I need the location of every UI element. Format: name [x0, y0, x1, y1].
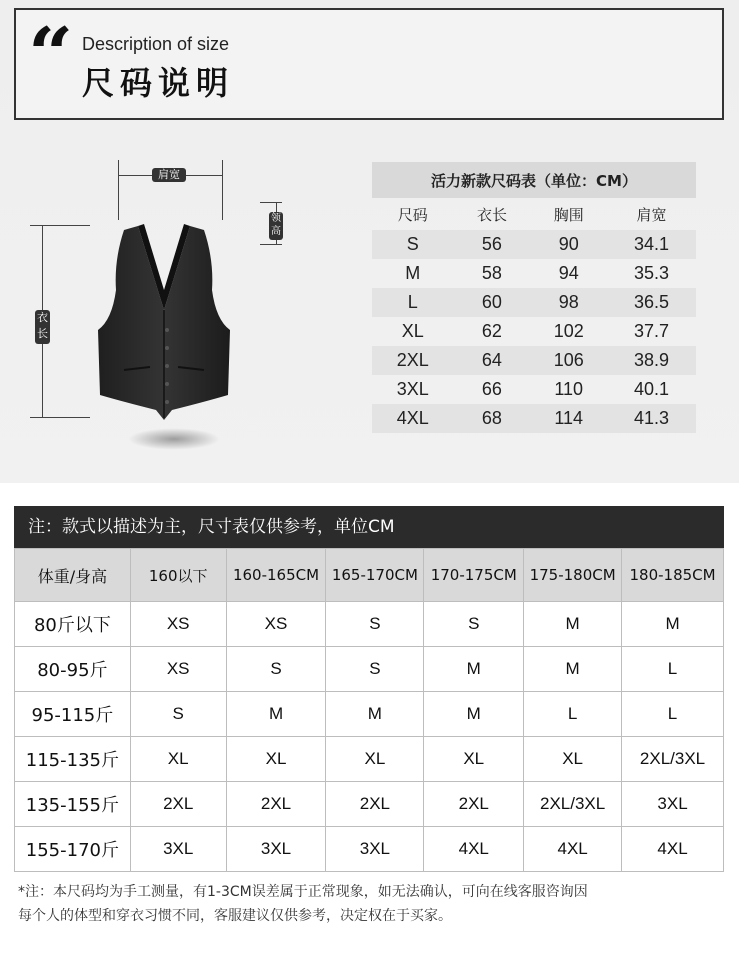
shoulder-cell: 41.3 [607, 404, 696, 433]
size-recommendation: L [524, 692, 622, 737]
length-cell: 62 [481, 321, 502, 341]
size-recommendation: 3XL [326, 827, 424, 872]
size-chart-header: 尺码 [397, 205, 428, 224]
size-recommendation: 3XL [622, 782, 724, 827]
vest-illustration [20, 150, 281, 450]
size-recommendation: M [524, 647, 622, 692]
size-cell: 2XL [372, 346, 454, 375]
chest-cell: 102 [553, 321, 584, 341]
length-cell: 66 [481, 379, 502, 399]
recommendation-row [15, 827, 724, 872]
shoulder-dimension-tick-right [222, 160, 223, 220]
height-column-header: 170-175CM [424, 549, 524, 602]
size-recommendation: L [622, 692, 724, 737]
size-recommendation: 2XL/3XL [524, 782, 622, 827]
size-recommendation: 4XL [524, 827, 622, 872]
weight-label: 155-170斤 [15, 827, 131, 872]
size-chart-header-row [372, 198, 696, 230]
size-recommendation: 2XL [326, 782, 424, 827]
length-dimension-tick-bottom [30, 417, 90, 418]
length-cell: 58 [481, 263, 502, 283]
shoulder-dimension-tick-left [118, 160, 119, 220]
size-recommendation: XS [226, 602, 326, 647]
shoulder-cell: 37.7 [634, 321, 670, 341]
length-label: 衣长 [35, 310, 50, 344]
size-recommendation: S [326, 602, 424, 647]
vest-icon [94, 220, 234, 430]
length-cell: 60 [454, 288, 531, 317]
size-recommendation: 4XL [424, 827, 524, 872]
height-column-header: 165-170CM [326, 549, 424, 602]
size-chart-title: 活力新款尺码表（单位：CM） [372, 162, 696, 198]
size-chart-table [372, 162, 696, 433]
size-recommendation: M [226, 692, 326, 737]
size-recommendation: 3XL [226, 827, 326, 872]
neck-dimension-tick-top [260, 202, 282, 203]
height-column-header: 180-185CM [622, 549, 724, 602]
weight-label: 135-155斤 [15, 782, 131, 827]
chest-cell: 110 [554, 379, 584, 399]
size-recommendation: M [622, 602, 724, 647]
size-recommendation: XL [130, 737, 226, 782]
recommendation-header-row [15, 549, 724, 602]
header-box [14, 8, 724, 120]
recommendation-row [15, 782, 724, 827]
weight-label: 80-95斤 [15, 647, 131, 692]
size-cell: 3XL [396, 379, 429, 399]
size-chart-row [372, 259, 696, 288]
chest-cell: 98 [530, 288, 607, 317]
footnote-line: *注：本尺码均为手工测量，有1-3CM误差属于正常现象，如无法确认，可向在线客服咨询因 [18, 884, 588, 900]
length-cell: 68 [454, 404, 531, 433]
size-recommendation: XS [130, 602, 226, 647]
size-recommendation: XL [424, 737, 524, 782]
chest-cell: 114 [530, 404, 607, 433]
weight-label: 95-115斤 [15, 692, 131, 737]
footnote [18, 880, 724, 928]
size-recommendation: S [424, 602, 524, 647]
size-chart-row [372, 404, 696, 433]
size-recommendation: M [424, 692, 524, 737]
size-recommendation: 3XL [130, 827, 226, 872]
weight-label: 80斤以下 [15, 602, 131, 647]
size-chart-row [372, 317, 696, 346]
header-title-en: Description of size [82, 34, 230, 54]
size-recommendation: 2XL [130, 782, 226, 827]
shoulder-cell: 34.1 [607, 230, 696, 259]
size-recommendation: M [424, 647, 524, 692]
length-cell: 56 [454, 230, 531, 259]
shoulder-cell: 38.9 [607, 346, 696, 375]
chest-cell: 94 [558, 263, 579, 283]
size-recommendation: XL [326, 737, 424, 782]
height-column-header: 160-165CM [226, 549, 326, 602]
size-cell: L [372, 288, 454, 317]
shoulder-label: 肩宽 [152, 168, 186, 182]
size-chart-row [372, 375, 696, 404]
weight-label: 115-135斤 [15, 737, 131, 782]
size-chart-row [372, 230, 696, 259]
quote-mark-icon: “ [27, 11, 74, 96]
vest-shadow [128, 428, 220, 450]
size-recommendation: 2XL/3XL [622, 737, 724, 782]
size-cell: M [405, 263, 421, 283]
size-recommendation: XS [130, 647, 226, 692]
height-column-header: 175-180CM [524, 549, 622, 602]
recommendation-row [15, 737, 724, 782]
size-recommendation: 2XL [424, 782, 524, 827]
size-chart-header: 肩宽 [636, 205, 667, 224]
length-cell: 64 [454, 346, 531, 375]
size-recommendation: 4XL [622, 827, 724, 872]
recommendation-note-bar: 注：款式以描述为主，尺寸表仅供参考，单位CM [14, 506, 724, 548]
shoulder-cell: 36.5 [607, 288, 696, 317]
size-cell: 4XL [372, 404, 454, 433]
header-title-cn: 尺码说明 [82, 64, 235, 102]
chest-cell: 90 [530, 230, 607, 259]
size-recommendation: S [226, 647, 326, 692]
height-column-header: 160以下 [130, 549, 226, 602]
recommendation-table [14, 548, 724, 872]
footnote-line: 每个人的体型和穿衣习惯不同，客服建议仅供参考，决定权在于买家。 [18, 908, 452, 924]
size-cell: S [372, 230, 454, 259]
size-cell: XL [401, 321, 424, 341]
neck-dimension-tick-bottom [260, 244, 282, 245]
size-chart-header: 胸围 [553, 205, 584, 224]
size-recommendation: XL [226, 737, 326, 782]
size-chart-header: 衣长 [476, 205, 507, 224]
size-chart-row [372, 288, 696, 317]
size-chart-row [372, 346, 696, 375]
recommendation-row [15, 647, 724, 692]
size-recommendation: M [524, 602, 622, 647]
size-recommendation: 2XL [226, 782, 326, 827]
length-dimension-tick-top [30, 225, 90, 226]
shoulder-cell: 35.3 [634, 263, 670, 283]
recommendation-row [15, 692, 724, 737]
size-recommendation: S [130, 692, 226, 737]
neck-label: 领高 [269, 212, 283, 240]
shoulder-cell: 40.1 [634, 379, 670, 399]
size-recommendation: S [326, 647, 424, 692]
recommendation-row [15, 602, 724, 647]
weight-height-header: 体重/身高 [15, 549, 131, 602]
size-recommendation: L [622, 647, 724, 692]
size-recommendation: M [326, 692, 424, 737]
size-recommendation: XL [524, 737, 622, 782]
chest-cell: 106 [530, 346, 607, 375]
